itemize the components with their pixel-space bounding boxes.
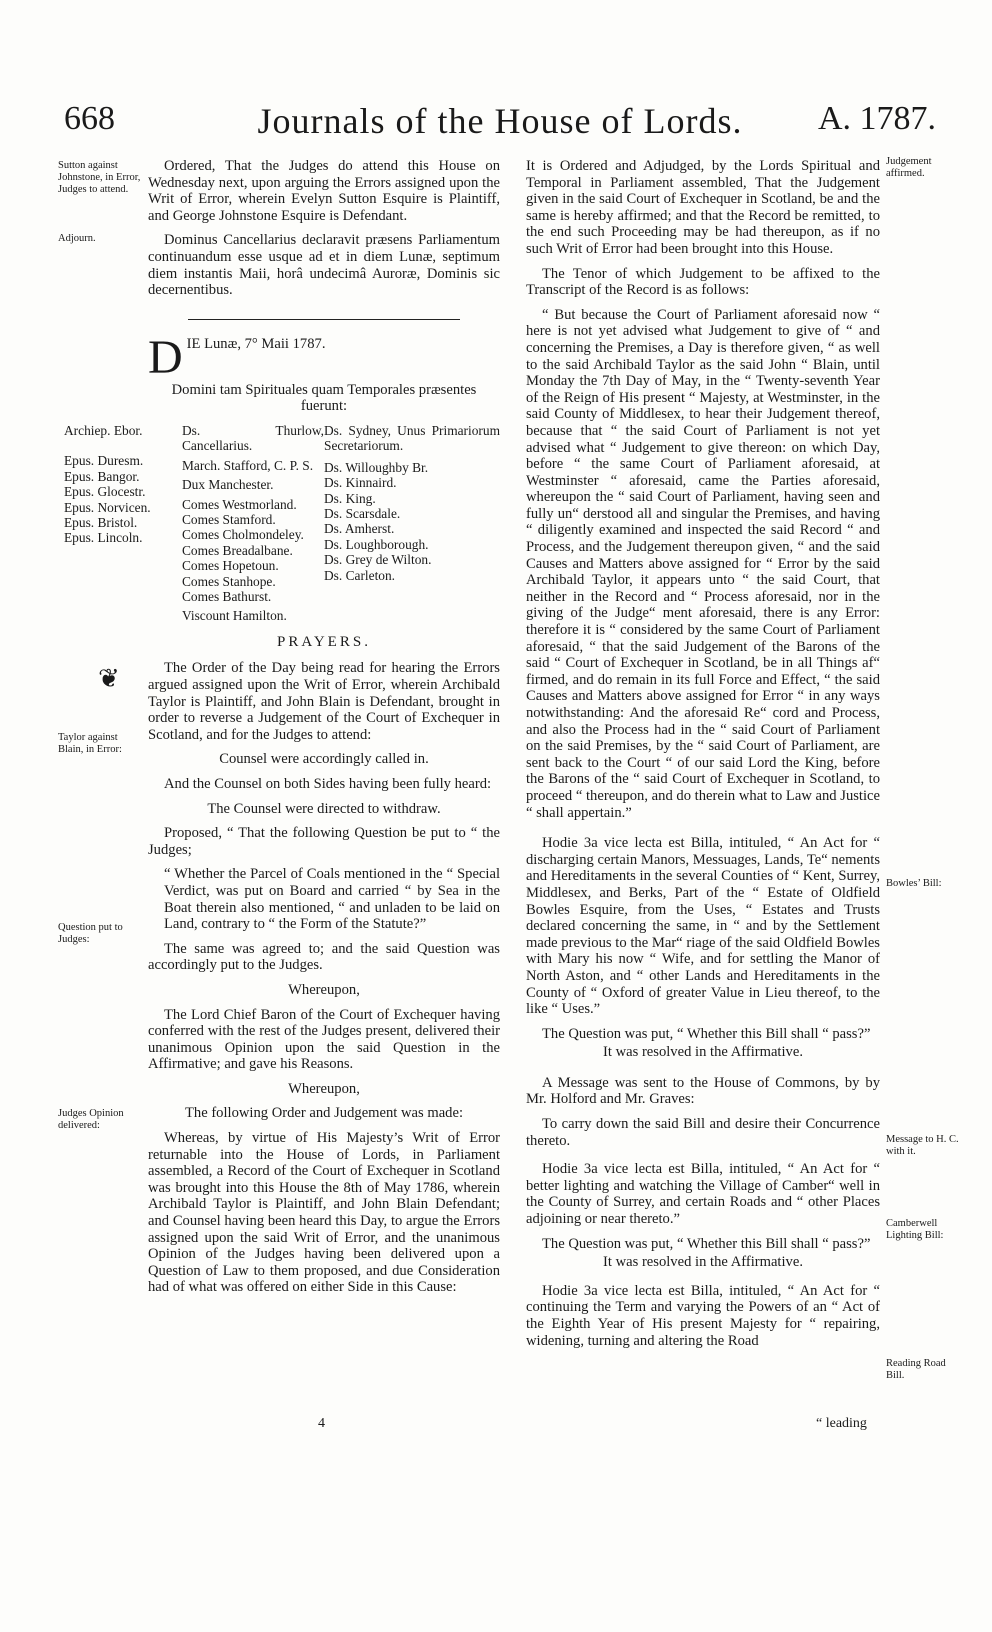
signature-mark: 4 [318, 1416, 325, 1431]
question-put-1: The Question was put, “ Whether this Bill shall “ pass?” [542, 1025, 871, 1042]
question-quote: “ Whether the Parcel of Coals mentioned in the “ Special Verdict, was put on Board and carried “ by Sea in the Boat therein also mentioned, “ and unladen to be laid on Land, contrary to “ the Form of the Statute?” [164, 866, 500, 933]
roll-entry: Comes Hopetoun. [182, 558, 279, 574]
catchword: “ leading [816, 1416, 867, 1431]
roll-entry: Ds. Carleton. [324, 567, 396, 583]
roll-entry: Epus. Bristol. [64, 514, 138, 530]
roll-entry: Dux Manchester. [182, 477, 274, 493]
year-heading: A. 1787. [817, 100, 936, 137]
margin-note-reading: Reading Road Bill. [886, 1358, 946, 1381]
sutton-order: Ordered, That the Judges do attend this House on Wednesday next, upon arguing the Errors assigned upon the Writ of Error, wherein Evelyn Sutton Esquire is Plaintiff, and George Johnstone Esquire is Defendant. [148, 158, 500, 224]
roll-entry: Comes Breadalbane. [182, 542, 293, 558]
margin-note-question: Question put to Judges: [58, 922, 123, 945]
running-title: Journals of the House of Lords. [257, 101, 743, 141]
roll-entry: Epus. Duresm. [64, 453, 144, 469]
roll-entry: Epus. Lincoln. [64, 530, 143, 546]
roll-entry: Epus. Bangor. [64, 468, 140, 484]
tenor-quote: “ But because the Court of Parliament aforesaid now “ here is not yet advised what Judgement to give of “ and concerning the Premises, a Day is therefore given, “ as well to the said Archibald Taylor as the said John “ Blain, until Monday the 7th Day of May, in the “ Twenty-seventh Year of the Reign of His present “ Majesty, at Westminster, in the said County of Middlesex, to hear their Judgement thereof, because that “ the said Court of Parliament is not yet advised what “ Judgement to give thereon: on which Day, before “ the same Court of Parliament aforesaid, at Westminster “ aforesaid, came the Parties aforesaid, whereupon the “ said Court of Parliament, having seen and fully un“ derstood all and singular the Premises, and having “ diligently examined and inspected the said Record “ and Process, and the Judgement thereupon given, “ and the said Causes and Matters above assigned for “ Error by the said Archibald Taylor, it appears unto “ the said Court, that neither in the Record and “ Process aforesaid, nor in the giving of the Judge“ ment aforesaid, there is any Error: therefore it is “ considered by the same Court of Parliament aforesaid, “ that the said Judgement of the Barons of the said “ Court of Exchequer in Scotland, be in all Things af“ firmed, and do remain in its full Force and Effect, “ the said Causes and Matters above assigned for Error “ in any ways notwithstanding: And the aforesaid Re“ cord and Process, and also the Process had in the “ said Court of Parliament on the said Premises, by the “ said Court of Parliament, are sent back to the Court “ of our said Lord the King, before the Barons of the “ said Court of Exchequer in Scotland, to proceed “ thereupon, and do therein what to Law and Justice “ shall appertain.” [526, 306, 880, 821]
roll-entry: Comes Stanhope. [182, 573, 276, 589]
chief-baron-opinion: The Lord Chief Baron of the Court of Exchequer having conferred with the rest of the Judges present, delivered their unanimous Opinion upon the said Question in the Affirmative; and gave his Reasons. [148, 1006, 500, 1073]
margin-note-taylor: Taylor against Blain, in Error: [58, 732, 122, 755]
roll-spacer [64, 438, 182, 453]
carry-down: To carry down the said Bill and desire their Concurrence thereto. [526, 1116, 880, 1149]
margin-note-bowles: Bowles’ Bill: [886, 878, 942, 889]
roll-entry: Ds. Loughborough. [324, 536, 429, 552]
tenor-paragraph: The Tenor of which Judgement to be affixed to the Transcript of the Record is as follows: [526, 265, 880, 299]
page-number: 668 [64, 100, 115, 137]
counsel-called: Counsel were accordingly called in. [219, 751, 429, 768]
roll-entry: Comes Stamford. [182, 511, 276, 527]
question-put-2: The Question was put, “ Whether this Bill shall “ pass?” [542, 1235, 871, 1252]
question-agreed: The same was agreed to; and the said Question was accordingly put to the Judges. [148, 940, 500, 974]
bowles-bill-text: Hodie 3a vice lecta est Billa, intituled, “ An Act for “ discharging certain Manors, Messuages, Lands, Te“ nements and Hereditaments in the several Counties of “ Kent, Surrey, Middlesex, and Berks, Part of the “ Estate of Oldfield Bowles Esquire, from the Uses, “ Estates and Trusts declared concerning the same, in “ and by the Settlement made previous to the Mar“ riage of the said Oldfield Bowles with Mary his now “ Wife, and for settling the Manor of North Aston, and “ other Lands and Hereditaments in the County of “ Oxford of greater Value in Lieu thereof, to the like “ Uses.” [526, 835, 880, 1018]
reading-bill-text: Hodie 3a vice lecta est Billa, intituled, “ An Act for “ continuing the Term and varying the Powers of an “ Act of the Eighth Year of His present Majesty for “ repairing, widening, turning and altering the Road [526, 1282, 880, 1349]
page-header [64, 96, 936, 146]
roll-entry: Ds. Thurlow, Cancellarius. [182, 422, 324, 454]
roll-entry: Epus. Norvicen. [64, 499, 151, 515]
judgement-paragraph: It is Ordered and Adjudged, by the Lords Spiritual and Temporal in Parliament assembled, That the Judgement given in the said Court of Exchequer in Scotland, be and the same is hereby affirmed; and that the Record be remitted, to the end such Proceeding may be had thereupon, as if no such Writ of Error had been brought into this House. [526, 158, 880, 257]
margin-note-adjourn: Adjourn. [58, 233, 96, 244]
roll-spiritual [64, 423, 182, 624]
following-order: The following Order and Judgement was made: [184, 1105, 463, 1122]
adjourn-text: Dominus Cancellarius declaravit præsens Parliamentum continuandum esse usque ad et in diem Lunæ, septimum diem instantis Maii, horâ undecimâ Auroræ, Dominis sic decernentibus. [148, 232, 500, 299]
margin-note-message: Message to H. C. with it. [886, 1134, 959, 1157]
roll-temporal-1 [182, 423, 324, 624]
attendance-roll [64, 423, 500, 624]
roll-entry: Epus. Glocestr. [64, 484, 146, 500]
roll-entry: Ds. Sydney, Unus Primariorum Secretariorum. [324, 422, 500, 454]
roll-entry: Comes Cholmondeley. [182, 527, 304, 543]
whereupon-2: Whereupon, [288, 1080, 360, 1097]
prayers-heading: PRAYERS. [277, 633, 371, 650]
roll-entry: Comes Westmorland. [182, 496, 297, 512]
roll-entry: Ds. Amherst. [324, 521, 395, 537]
roll-entry: Ds. King. [324, 490, 376, 506]
counsel-heard: And the Counsel on both Sides having been fully heard: [164, 775, 492, 792]
margin-note-judges-opinion: Judges Opinion delivered: [58, 1108, 124, 1131]
roll-entry: Ds. Willoughby Br. [324, 459, 429, 475]
roll-entry: Comes Bathurst. [182, 589, 272, 604]
domini-line: Domini tam Spirituales quam Temporales præsentes fuerunt: [171, 381, 477, 415]
margin-note-camberwell: Camberwell Lighting Bill: [886, 1218, 944, 1241]
roll-temporal-2 [324, 423, 500, 624]
message-commons: A Message was sent to the House of Commons, by by Mr. Holford and Mr. Graves: [526, 1074, 880, 1108]
whereas-paragraph: Whereas, by virtue of His Majesty’s Writ of Error returnable into the House of Lords, in Parliament assembled, a Record of the Court of Exchequer in Scotland was brought into this House the 8th of May 1786, wherein Archibald Taylor is Plaintiff, and John Blain Defendant; and Counsel having been heard this Day, to argue the Errors assigned upon the said Writ of Error, and the unanimous Opinion of the Judges having been delivered upon a Question of Law to them proposed, and due Consideration had of what was offered on either Side in this Cause: [148, 1130, 500, 1296]
resolved-2: It was resolved in the Affirmative. [603, 1254, 803, 1271]
roll-entry: March. Stafford, C. P. S. [182, 457, 314, 473]
day-heading [148, 336, 500, 378]
margin-note-judgement-affirmed: Judgement affirmed. [886, 156, 932, 179]
whereupon-1: Whereupon, [288, 981, 360, 998]
taylor-order-of-day: The Order of the Day being read for hearing the Errors argued assigned upon the Writ of Error, wherein Archibald Taylor is Plaintiff, and John Blain is Defendant, brought in order to reverse a Judgement of the Court of Exchequer in Scotland, and for the Judges to attend: [148, 660, 500, 743]
roll-entry: Ds. Grey de Wilton. [324, 552, 432, 568]
roll-entry: Ds. Kinnaird. [324, 475, 397, 491]
section-divider [188, 319, 460, 320]
roll-entry: Viscount Hamilton. [182, 608, 287, 624]
proposed-question: Proposed, “ That the following Question be put to “ the Judges; [148, 825, 500, 858]
right-column [526, 158, 880, 1357]
ornament-icon: ❦ [98, 664, 120, 693]
roll-entry: Ds. Scarsdale. [324, 505, 401, 521]
camberwell-bill-text: Hodie 3a vice lecta est Billa, intituled, “ An Act for “ better lighting and watching the Village of Camber“ well in the County of Surrey, and certain Roads and “ other Places adjoining or near thereto.” [526, 1161, 880, 1228]
resolved-1: It was resolved in the Affirmative. [603, 1044, 803, 1061]
drop-cap: D [148, 335, 183, 378]
roll-entry: Archiep. Ebor. [64, 422, 143, 438]
margin-note-sutton: Sutton against Johnstone, in Error, Judges to attend. [58, 160, 141, 195]
day-title: IE Lunæ, 7° Maii 1787. [186, 335, 326, 352]
counsel-withdraw: The Counsel were directed to withdraw. [207, 800, 441, 817]
